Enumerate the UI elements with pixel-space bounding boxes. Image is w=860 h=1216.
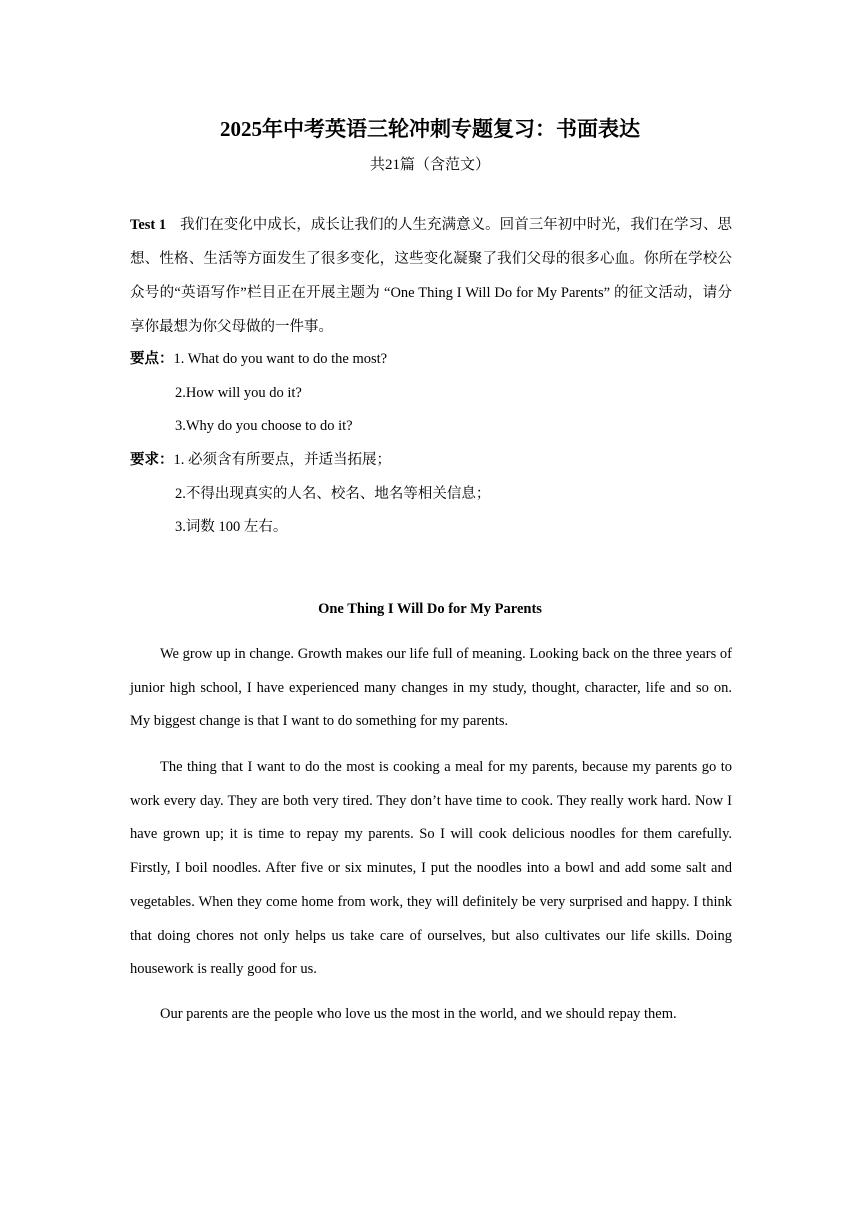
key-point-item: 1. What do you want to do the most? <box>173 351 388 367</box>
key-point-row <box>130 409 732 443</box>
requirements <box>130 443 732 544</box>
document-subtitle: 共21篇（含范文） <box>369 157 490 173</box>
essay-paragraph: Our parents are the people who love us the most in the world, and we should repay them. <box>160 1006 677 1022</box>
essay-paragraph: We grow up in change. Growth makes our life full of meaning. Looking back on the three years of junior high school, I have experienced many changes in my study, thought, character, life and so on. My biggest change is that I want to do something for my parents. <box>130 646 732 730</box>
requirement-item: 3.词数 100 左右。 <box>175 519 288 535</box>
requirement-row <box>130 510 732 544</box>
test-label: Test 1 <box>130 217 167 233</box>
key-point-row <box>130 342 732 376</box>
key-point-row <box>130 376 732 410</box>
requirement-row <box>130 443 732 477</box>
document-title: 2025年中考英语三轮冲刺专题复习：书面表达 <box>220 117 640 141</box>
key-points <box>130 342 732 443</box>
essay-paragraph: The thing that I want to do the most is cooking a meal for my parents, because my parents go to work every day. They are both very tired. They don’t have time to cook. They really work hard. Now I have grown up; it is time to repay my parents. So I will cook delicious noodles for them carefully. Firstly, I boil noodles. After five or six minutes, I put the noodles into a bowl and add some salt and vegetables. When they come home from work, they will definitely be very surprised and happy. I think that doing chores not only helps us take care of ourselves, but also cultivates our life skills. Doing housework is really good for us. <box>130 759 732 978</box>
key-point-item: 3.Why do you choose to do it? <box>175 418 353 434</box>
key-points-label: 要点： <box>130 351 174 367</box>
requirement-row <box>130 477 732 511</box>
requirements-label: 要求： <box>130 452 174 468</box>
key-point-item: 2.How will you do it? <box>175 384 302 401</box>
essay-title: One Thing I Will Do for My Parents <box>318 601 542 617</box>
writing-prompt <box>130 208 732 344</box>
requirement-item: 1. 必须含有所要点，并适当拓展； <box>173 452 391 468</box>
requirement-item: 2.不得出现真实的人名、校名、地名等相关信息； <box>175 485 491 502</box>
prompt-text: 我们在变化中成长，成长让我们的人生充满意义。回首三年初中时光，我们在学习、思想、性格、生活等方面发生了很多变化，这些变化凝聚了我们父母的很多心血。你所在学校公众号的“英语写作”栏目正在开展主题为 “One Thing I Will Do for My Parents” 的征文活动，请分享你最想为你父母做的一件事。 <box>130 217 733 335</box>
